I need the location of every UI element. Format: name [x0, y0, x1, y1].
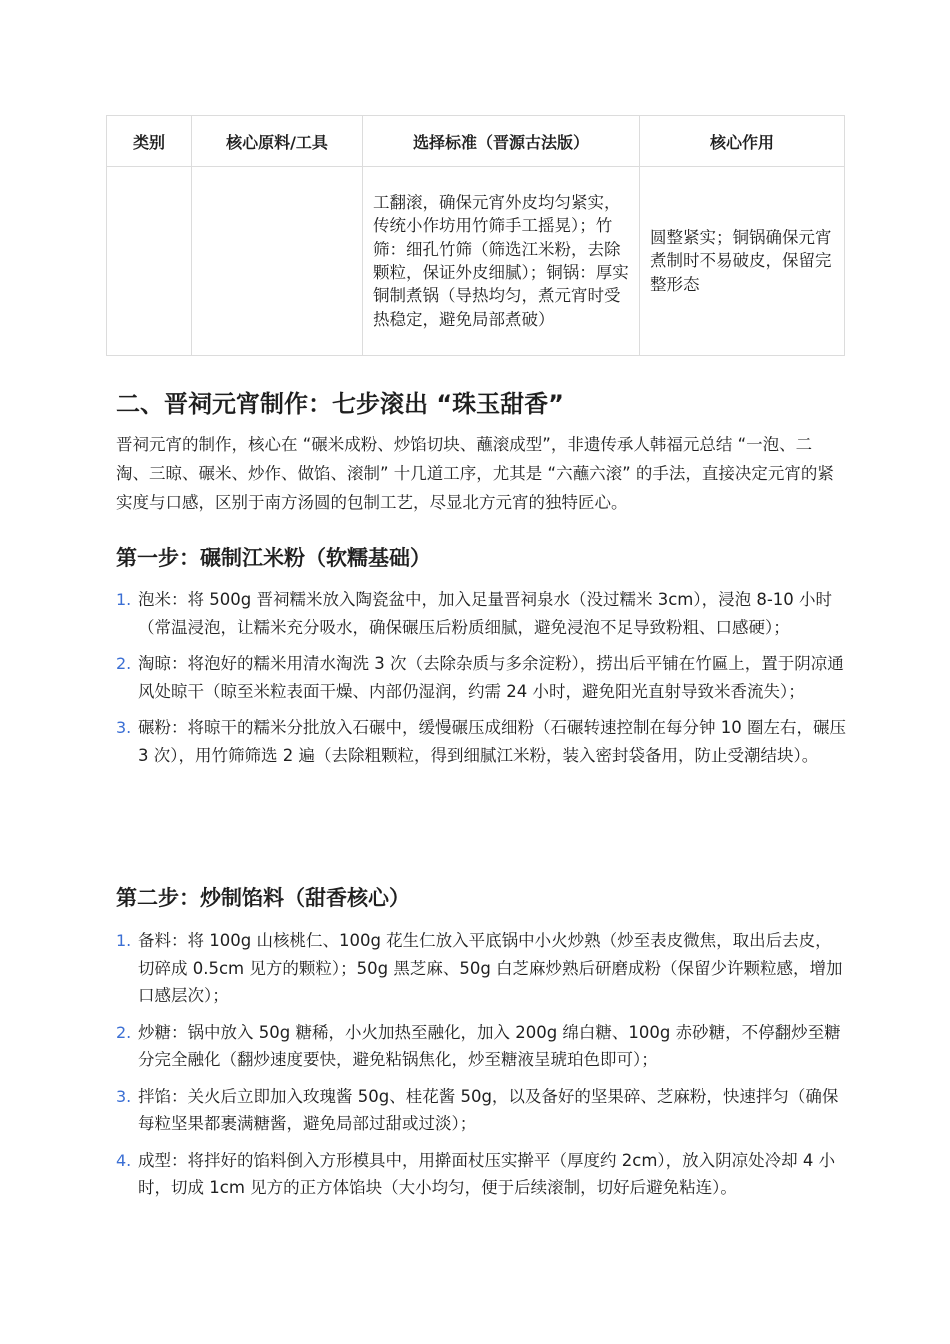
table-header-row: [107, 116, 845, 167]
step2-title: 第二步：炒制馅料（甜香核心）: [116, 886, 410, 910]
table-row: [107, 167, 845, 356]
step2-list: [116, 927, 846, 1202]
list-number: 3.: [116, 718, 132, 737]
section-title: 二、晋祠元宵制作：七步滚出 “珠玉甜香”: [116, 390, 564, 418]
materials-table: [106, 115, 845, 356]
list-item: [116, 927, 846, 1010]
list-number: 1.: [116, 931, 132, 950]
list-text: 泡米：将 500g 晋祠糯米放入陶瓷盆中，加入足量晋祠泉水（没过糯米 3cm），浸泡 8-10 小时（常温浸泡，让糯米充分吸水，确保碾压后粉质细腻，避免浸泡不足导致粉粗、口感硬）；: [138, 590, 833, 637]
list-item: [116, 586, 846, 641]
list-item: [116, 714, 846, 769]
list-number: 1.: [116, 590, 132, 609]
cell-standard: 工翻滚，确保元宵外皮均匀紧实，传统小作坊用竹筛手工摇晃）；竹筛：细孔竹筛（筛选江米粉，去除颗粒，保证外皮细腻）；铜锅：厚实铜制煮锅（导热均匀，煮元宵时受热稳定，避免局部煮破）: [363, 167, 640, 356]
cell-item: [192, 167, 363, 356]
section-intro: 晋祠元宵的制作，核心在 “碾米成粉、炒馅切块、蘸滚成型”，非遗传承人韩福元总结 “一泡、二淘、三晾、碾米、炒作、做馅、滚制” 十几道工序，尤其是 “六蘸六滚” 的手法，直接决定元宵的紧实度与口感，区别于南方汤圆的包制工艺，尽显北方元宵的独特匠心。: [116, 435, 834, 512]
list-text: 炒糖：锅中放入 50g 糖稀，小火加热至融化，加入 200g 绵白糖、100g 赤砂糖，不停翻炒至糖分完全融化（翻炒速度要快，避免粘锅焦化，炒至糖液呈琥珀色即可）；: [138, 1022, 841, 1069]
list-item: [116, 650, 846, 705]
cell-category: [107, 167, 192, 356]
list-item: [116, 1083, 846, 1138]
list-text: 备料：将 100g 山核桃仁、100g 花生仁放入平底锅中小火炒熟（炒至表皮微焦，取出后去皮，切碎成 0.5cm 见方的颗粒）；50g 黑芝麻、50g 白芝麻炒熟后研磨成粉（保留少许颗粒感，增加口感层次）；: [138, 931, 843, 1005]
cell-effect: 圆整紧实；铜锅确保元宵煮制时不易破皮，保留完整形态: [640, 167, 845, 356]
list-text: 拌馅：关火后立即加入玫瑰酱 50g、桂花酱 50g，以及备好的坚果碎、芝麻粉，快速拌匀（确保每粒坚果都裹满糖酱，避免局部过甜或过淡）；: [138, 1086, 839, 1133]
list-text: 淘晾：将泡好的糯米用清水淘洗 3 次（去除杂质与多余淀粉），捞出后平铺在竹匾上，置于阴凉通风处晾干（晾至米粒表面干燥、内部仍湿润，约需 24 小时，避免阳光直射导致米香流失）；: [138, 654, 844, 701]
header-standard: 选择标准（晋源古法版）: [363, 116, 640, 167]
list-item: [116, 1019, 846, 1074]
list-number: 4.: [116, 1150, 132, 1170]
header-category: 类别: [107, 116, 192, 167]
list-text: 碾粉：将晾干的糯米分批放入石碾中，缓慢碾压成细粉（石碾转速控制在每分钟 10 圈左右，碾压 3 次），用竹筛筛选 2 遍（去除粗颗粒，得到细腻江米粉，装入密封袋备用，防止受潮结块）。: [138, 718, 846, 765]
header-item: 核心原料/工具: [192, 116, 363, 167]
step1-list: [116, 586, 846, 769]
list-text: 成型：将拌好的馅料倒入方形模具中，用擀面杖压实擀平（厚度约 2cm），放入阴凉处冷却 4 小时，切成 1cm 见方的正方体馅块（大小均匀，便于后续滚制，切好后避免粘连）。: [138, 1150, 836, 1197]
step1-title: 第一步：碾制江米粉（软糯基础）: [116, 546, 431, 570]
list-item: [116, 1147, 846, 1202]
list-number: 2.: [116, 654, 132, 673]
list-number: 3.: [116, 1086, 132, 1106]
list-number: 2.: [116, 1022, 132, 1042]
header-effect: 核心作用: [640, 116, 845, 167]
